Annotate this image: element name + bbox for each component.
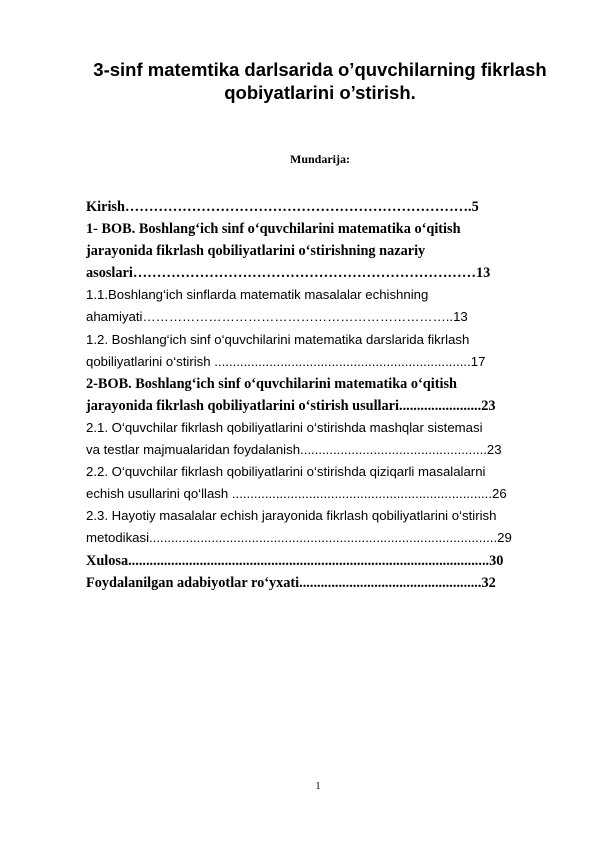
toc-entry-introduction: Kirish……………………………………………………………….5 (86, 199, 479, 215)
toc-entry-conclusion: Xulosa.....................................................................................................30 (86, 552, 504, 569)
toc-entry-section-1-1: 1.1.Boshlang‘ich sinflarda matematik masalalar echishning (86, 287, 429, 303)
toc-entry-section-1-2: 1.2. Boshlang‘ich sinf o‘quvchilarini matematika darslarida fikrlash (86, 331, 470, 347)
toc-entry-chapter-1-cont: jarayonida fikrlash qobiliyatlarini o‘stirishning nazariy (86, 243, 426, 260)
toc-entry-section-2-2-cont: echish usullarini qo‘llash .......................................................................26 (86, 486, 507, 502)
toc-entry-section-2-3: 2.3. Hayotiy masalalar echish jarayonida fikrlash qobiliyatlarini o‘stirish (86, 508, 497, 524)
toc-entry-chapter-2-cont: jarayonida fikrlash qobiliyatlarini o‘stirish usullari.......................23 (86, 397, 496, 414)
table-of-contents (86, 196, 556, 594)
toc-entry-section-2-2: 2.2. O‘quvchilar fikrlash qobiliyatlarini o‘stirishda qiziqarli masalalarni (86, 464, 486, 480)
toc-heading: Mundarija: (290, 152, 350, 166)
toc-entry-section-2-3-cont: metodikasi...............................................................................................29 (86, 530, 512, 546)
toc-entry-chapter-1: 1- BOB. Boshlang‘ich sinf o‘quvchilarini matematika o‘qitish (86, 221, 461, 238)
toc-entry-chapter-2: 2-BOB. Boshlang‘ich sinf o‘quvchilarini matematika o‘qitish (86, 375, 457, 392)
toc-entry-section-2-1: 2.1. O‘quvchilar fikrlash qobiliyatlarini o‘stirishda mashqlar sistemasi (86, 419, 483, 435)
toc-entry-section-2-1-cont: va testlar majmualaridan foydalanish...................................................23 (86, 442, 502, 458)
toc-entry-chapter-1-cont: asoslari………………………………………………………………13 (86, 265, 491, 282)
toc-entry-section-1-2-cont: qobiliyatlarini o‘stirish ......................................................................17 (86, 353, 486, 369)
toc-entry-references: Foydalanilgan adabiyotlar ro‘yxati...................................................32 (86, 574, 496, 591)
document-title: 3-sinf matemtika darlsarida o’quvchilarning fikrlash qobiyatlarini o’stirish. (93, 59, 547, 103)
page-number: 1 (315, 781, 321, 792)
toc-entry-section-1-1-cont: ahamiyati……………………………………………………………..13 (86, 309, 468, 325)
